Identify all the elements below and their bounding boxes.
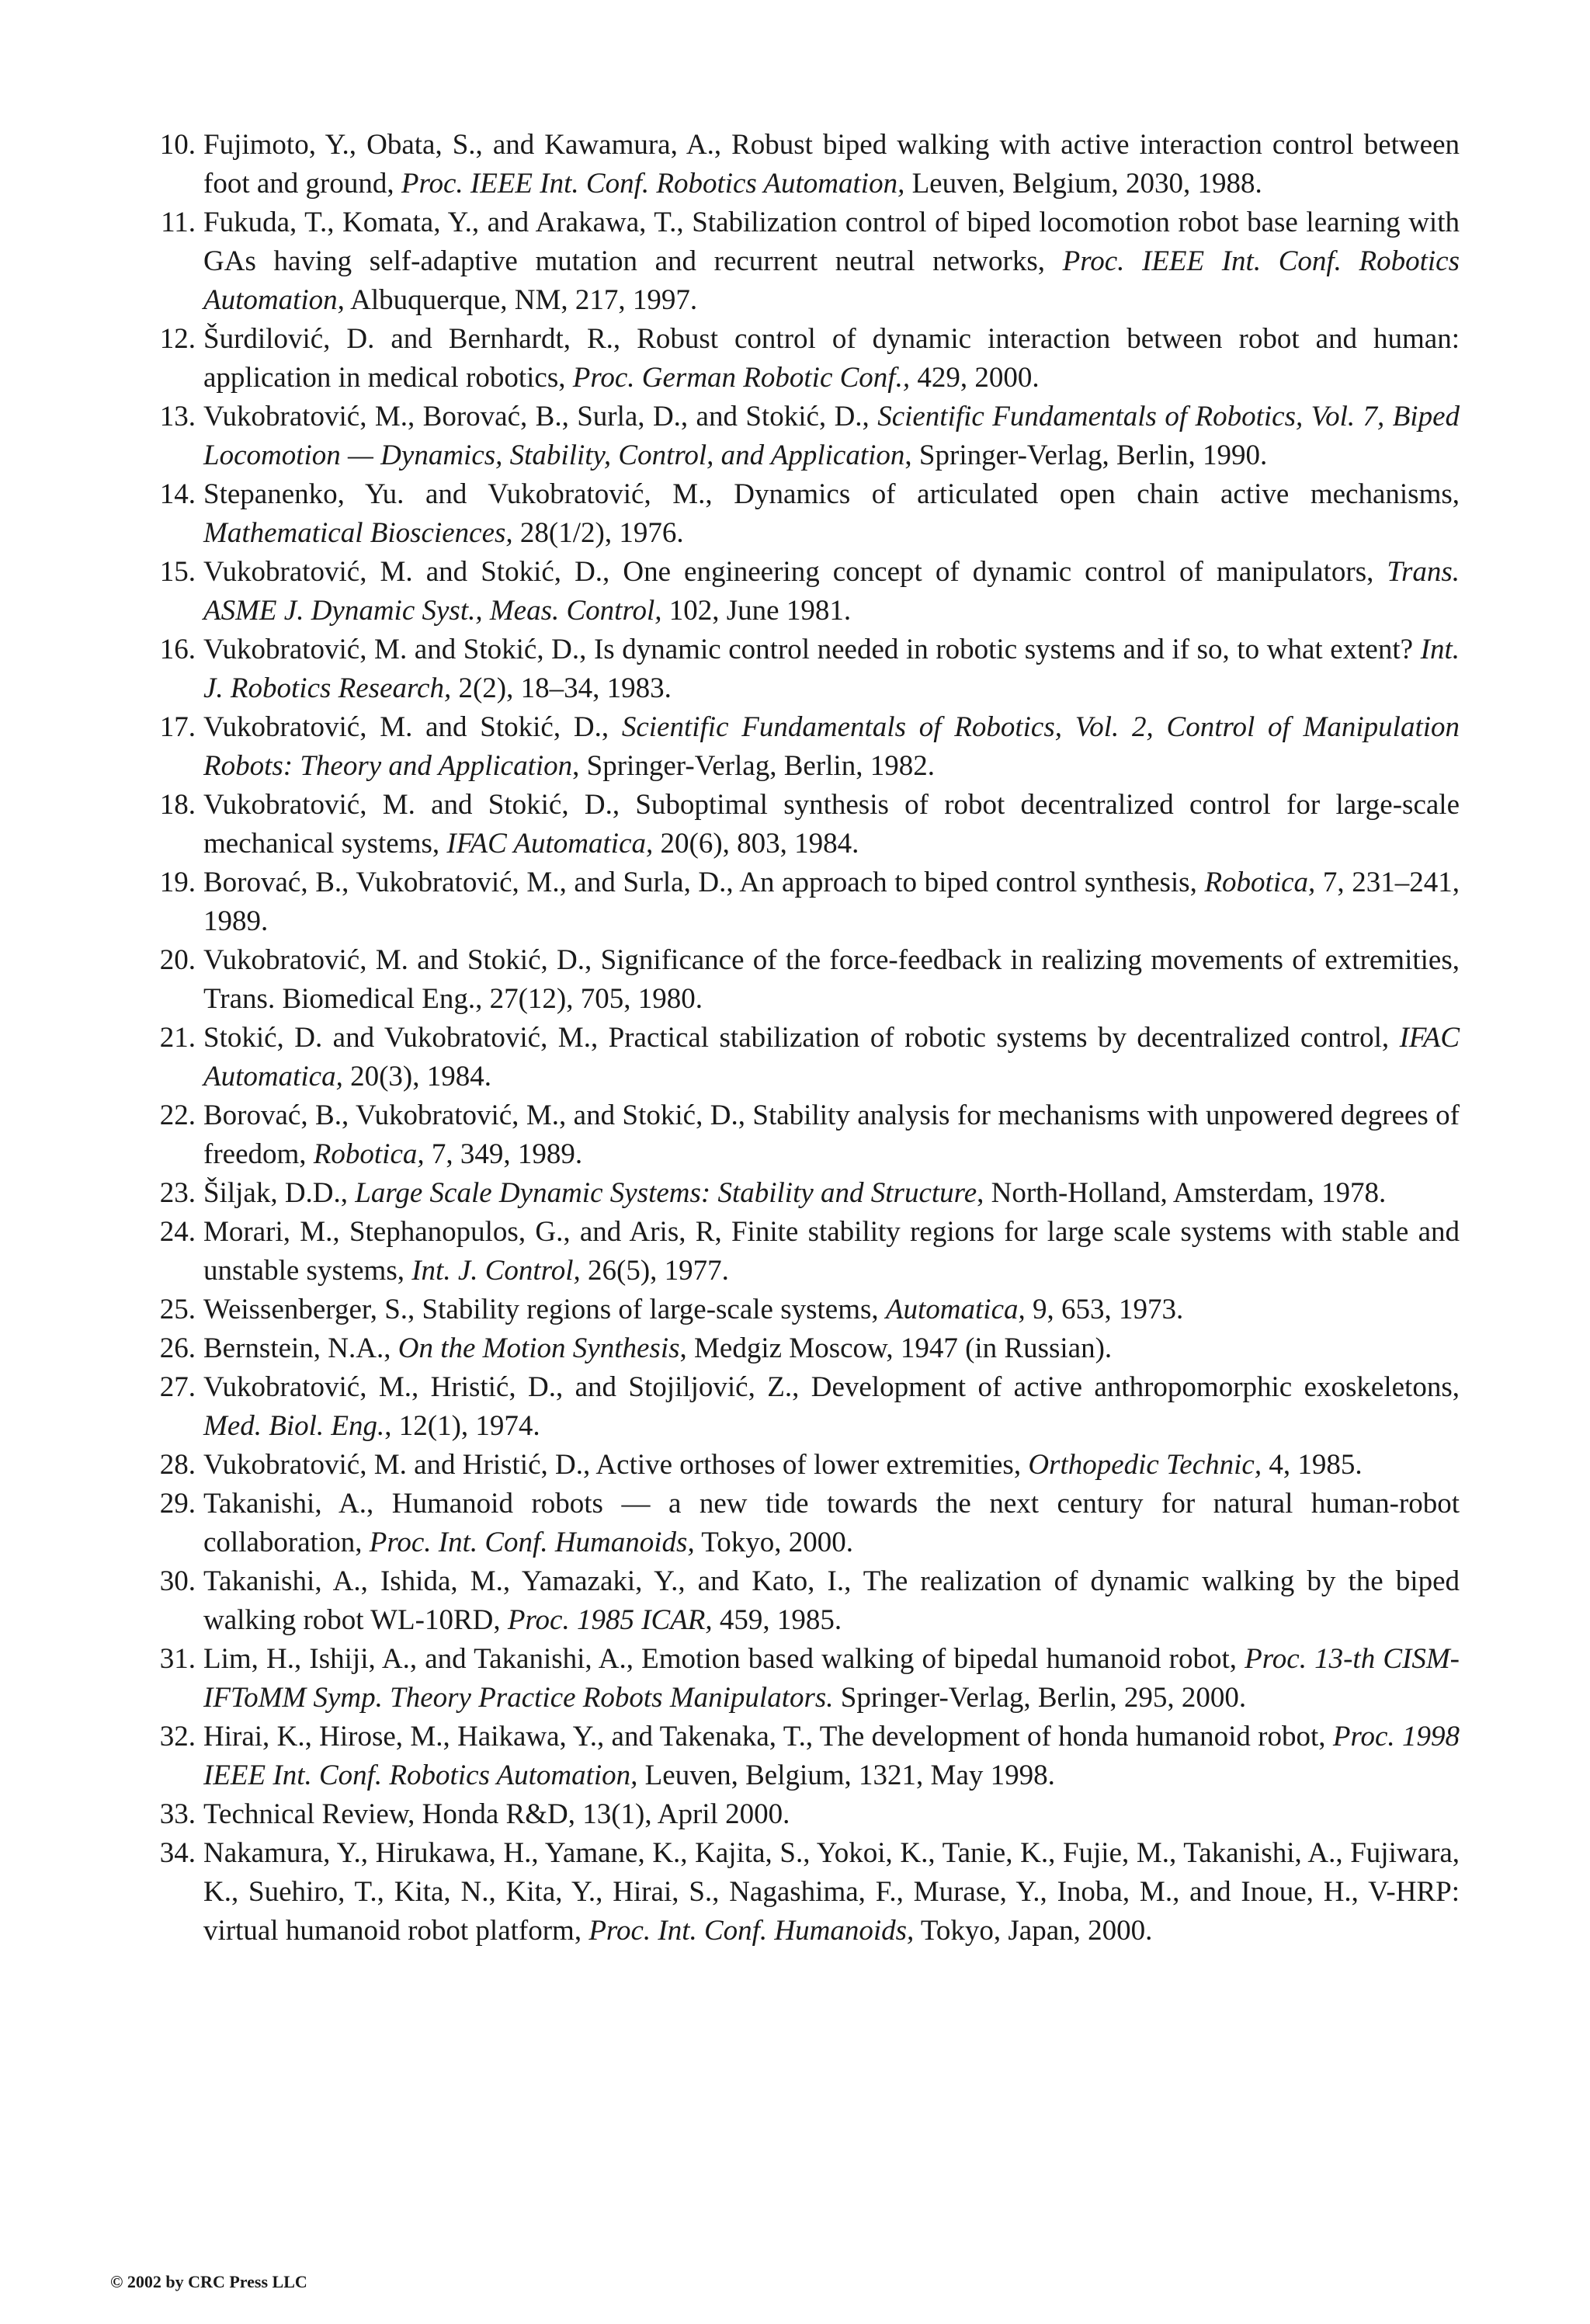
reference-text-segment: Lim, H., Ishiji, A., and Takanishi, A., Emotion based walking of bipedal humanoid robot, [203,1643,1245,1675]
reference-text [203,863,1460,941]
reference-source-italic: Med. Biol. Eng. [203,1410,385,1442]
reference-text-segment: 20(6), 803, 1984. [653,828,859,860]
reference-text [203,631,1460,708]
reference-number: 29. [159,1488,196,1520]
reference-text [203,1485,1460,1562]
reference-text [203,1446,1460,1485]
reference-text [203,708,1460,786]
reference-text-segment: , North-Holland, Amsterdam, 1978. [977,1177,1387,1209]
reference-source-italic: Robotica, [313,1138,425,1170]
reference-text-segment: Tokyo, 2000. [694,1527,854,1558]
reference-number: 14. [159,478,196,510]
reference-item [140,941,1460,1019]
reference-text-segment: 459, 1985. [712,1604,842,1636]
reference-item [140,1485,1460,1562]
reference-source-italic: Orthopedic Technic, [1028,1449,1262,1481]
reference-text [203,320,1460,398]
reference-source-italic: Proc. German Robotic Conf., [572,362,911,394]
reference-item [140,786,1460,863]
reference-number: 16. [159,634,196,665]
reference-text-segment: Bernstein, N.A., [203,1332,398,1364]
reference-number: 19. [159,867,196,898]
reference-item [140,1640,1460,1718]
reference-item [140,863,1460,941]
reference-text-segment: , 12(1), 1974. [384,1410,540,1442]
reference-text-segment: Albuquerque, NM, 217, 1997. [344,284,698,316]
reference-text-segment: 7, 349, 1989. [424,1138,583,1170]
reference-number: 12. [159,323,196,355]
reference-text-segment: 26(5), 1977. [580,1255,729,1287]
reference-source-italic: Int. J. Control, [411,1255,581,1287]
reference-item [140,320,1460,398]
reference-text [203,398,1460,475]
reference-source-italic: Automatica, [885,1294,1026,1325]
reference-item [140,1096,1460,1174]
reference-text-segment: Vukobratović, M., Borovać, B., Surla, D., and Stokić, D., [203,401,878,432]
reference-text [203,1096,1460,1174]
reference-source-italic: Robotica, [1204,867,1316,898]
reference-text-segment: 429, 2000. [910,362,1040,394]
reference-item [140,1019,1460,1096]
reference-text-segment: Šurdilović, D. and Bernhardt, R., Robust control of dynamic interaction between robot and human: application in medical robotics, [203,323,1460,394]
reference-text-segment: Leuven, Belgium, 2030, 1988. [904,168,1262,200]
reference-item [140,1329,1460,1368]
reference-text-segment: Vukobratović, M. and Stokić, D., One engineering concept of dynamic control of manipulators, [203,556,1387,588]
reference-number: 34. [159,1837,196,1869]
reference-text-segment: Weissenberger, S., Stability regions of large-scale systems, [203,1294,886,1325]
reference-source-italic: Trans. ASME J. Dynamic Syst., Meas. Control, [203,556,1460,627]
reference-item [140,1368,1460,1446]
reference-source-italic: Scientific Fundamentals of Robotics, Vol. 7, Biped Locomotion — Dynamics, Stability, Control, and Application [203,401,1460,471]
reference-source-italic: Proc. 1998 IEEE Int. Conf. Robotics Automation, [203,1721,1460,1791]
reference-item [140,475,1460,553]
reference-item [140,708,1460,786]
reference-number: 10. [159,129,196,161]
reference-text [203,1718,1460,1795]
reference-text [203,1562,1460,1640]
reference-item [140,1795,1460,1834]
reference-text-segment: Vukobratović, M. and Stokić, D., [203,711,622,743]
reference-item [140,1446,1460,1485]
reference-text [203,1640,1460,1718]
reference-number: 26. [159,1332,196,1364]
reference-text [203,203,1460,320]
reference-text [203,1291,1460,1329]
reference-number: 25. [159,1294,196,1325]
reference-number: 33. [159,1798,196,1830]
reference-text-segment: Technical Review, Honda R&D, 13(1), April 2000. [203,1798,790,1830]
reference-number: 30. [159,1565,196,1597]
reference-text [203,1019,1460,1096]
reference-text [203,941,1460,1019]
reference-number: 32. [159,1721,196,1753]
reference-text-segment: Vukobratović, M. and Hristić, D., Active orthoses of lower extremities, [203,1449,1029,1481]
reference-item [140,1718,1460,1795]
reference-text-segment: Takanishi, A., Ishida, M., Yamazaki, Y., and Kato, I., The realization of dynamic walking by the biped walking robot WL-10RD, [203,1565,1460,1636]
reference-text [203,786,1460,863]
reference-source-italic: Proc. IEEE Int. Conf. Robotics Automation, [203,245,1460,316]
reference-text-segment: 9, 653, 1973. [1025,1294,1184,1325]
reference-number: 17. [159,711,196,743]
reference-text-segment: 102, June 1981. [661,595,852,627]
reference-text-segment: Borovać, B., Vukobratović, M., and Surla, D., An approach to biped control synthesis, [203,867,1205,898]
reference-number: 11. [161,207,196,238]
reference-source-italic: Proc. Int. Conf. Humanoids, [588,1915,915,1947]
reference-item [140,1174,1460,1213]
reference-text [203,1834,1460,1951]
reference-source-italic: Int. J. Robotics Research, [203,634,1460,704]
reference-text [203,553,1460,631]
reference-item [140,631,1460,708]
reference-list [140,126,1460,1951]
reference-number: 21. [159,1022,196,1054]
reference-text-segment: Leuven, Belgium, 1321, May 1998. [637,1760,1055,1791]
reference-source-italic: Large Scale Dynamic Systems: Stability and Structure [355,1177,977,1209]
reference-text-segment: Nakamura, Y., Hirukawa, H., Yamane, K., Kajita, S., Yokoi, K., Tanie, K., Fujie, M., Takanishi, A., Fujiwara, K., Suehiro, T., Kita, N., Kita, Y., Hirai, S., Nagashima, F., Murase, Y., Inoba, M., and Inoue, H., V-HRP: virtual humanoid robot platform, [203,1837,1460,1947]
copyright-footer: © 2002 by CRC Press LLC [110,2272,307,2291]
reference-text-segment: , Springer-Verlag, Berlin, 1990. [904,439,1268,471]
reference-item [140,126,1460,203]
reference-text [203,1174,1460,1213]
reference-text-segment: 28(1/2), 1976. [512,517,684,549]
reference-text-segment: Vukobratović, M. and Stokić, D., Is dynamic control needed in robotic systems and if so, to what extent? [203,634,1421,665]
reference-source-italic: Proc. 13-th CISM-IFToMM Symp. Theory Practice Robots Manipulators. [203,1643,1460,1714]
reference-number: 22. [159,1099,196,1131]
reference-text-segment: Fujimoto, Y., Obata, S., and Kawamura, A., Robust biped walking with active interaction control between foot and ground, [203,129,1460,200]
reference-text-segment: , Medgiz Moscow, 1947 (in Russian). [679,1332,1113,1364]
reference-item [140,1291,1460,1329]
reference-number: 24. [159,1216,196,1248]
reference-number: 27. [159,1371,196,1403]
reference-source-italic: Proc. IEEE Int. Conf. Robotics Automation, [401,168,905,200]
reference-text-segment: Tokyo, Japan, 2000. [914,1915,1153,1947]
reference-text-segment: Fukuda, T., Komata, Y., and Arakawa, T., Stabilization control of biped locomotion robot base learning with GAs having self-adaptive mutation and recurrent neutral networks, [203,207,1460,277]
reference-item [140,1213,1460,1291]
reference-item [140,553,1460,631]
reference-text [203,1368,1460,1446]
reference-source-italic: IFAC Automatica, [203,1022,1460,1093]
reference-item [140,1562,1460,1640]
reference-text [203,1329,1460,1368]
reference-text-segment: Stokić, D. and Vukobratović, M., Practical stabilization of robotic systems by decentralized control, [203,1022,1400,1054]
reference-source-italic: Mathematical Biosciences, [203,517,513,549]
reference-number: 23. [159,1177,196,1209]
reference-text-segment: Springer-Verlag, Berlin, 295, 2000. [833,1682,1247,1714]
reference-number: 13. [159,401,196,432]
reference-text-segment: Morari, M., Stephanopulos, G., and Aris, R, Finite stability regions for large scale systems with stable and unstable systems, [203,1216,1460,1287]
reference-number: 18. [159,789,196,821]
reference-text-segment: Takanishi, A., Humanoid robots — a new tide towards the next century for natural human-robot collaboration, [203,1488,1460,1558]
reference-text-segment: Šiljak, D.D., [203,1177,356,1209]
reference-text [203,1795,1460,1834]
reference-text-segment: Hirai, K., Hirose, M., Haikawa, Y., and Takenaka, T., The development of honda humanoid robot, [203,1721,1333,1753]
reference-source-italic: Proc. Int. Conf. Humanoids, [369,1527,695,1558]
reference-number: 15. [159,556,196,588]
reference-number: 31. [159,1643,196,1675]
reference-text-segment: Vukobratović, M. and Stokić, D., Suboptimal synthesis of robot decentralized control for large-scale mechanical systems, [203,789,1460,860]
reference-item [140,203,1460,320]
reference-item [140,398,1460,475]
reference-text [203,475,1460,553]
reference-text-segment: 7, 231–241, 1989. [203,867,1460,937]
reference-text-segment: Stepanenko, Yu. and Vukobratović, M., Dynamics of articulated open chain active mechanisms, [203,478,1460,510]
reference-text-segment: Vukobratović, M., Hristić, D., and Stojiljović, Z., Development of active anthropomorphic exoskeletons, [203,1371,1460,1403]
reference-text-segment: 20(3), 1984. [342,1061,491,1093]
reference-text [203,1213,1460,1291]
reference-text [203,126,1460,203]
reference-number: 20. [159,944,196,976]
reference-source-italic: On the Motion Synthesis [398,1332,680,1364]
reference-text-segment: 2(2), 18–34, 1983. [451,672,672,704]
reference-item [140,1834,1460,1951]
reference-text-segment: Borovać, B., Vukobratović, M., and Stokić, D., Stability analysis for mechanisms with unpowered degrees of freedom, [203,1099,1460,1170]
reference-source-italic: Scientific Fundamentals of Robotics, Vol. 2, Control of Manipulation Robots: Theory and Application [203,711,1460,782]
reference-number: 28. [159,1449,196,1481]
reference-text-segment: 4, 1985. [1262,1449,1363,1481]
reference-text-segment: Vukobratović, M. and Stokić, D., Significance of the force-feedback in realizing movements of extremities, Trans. Biomedical Eng., 27(12), 705, 1980. [203,944,1460,1015]
reference-source-italic: IFAC Automatica, [446,828,654,860]
reference-text-segment: , Springer-Verlag, Berlin, 1982. [572,750,935,782]
reference-source-italic: Proc. 1985 ICAR, [507,1604,713,1636]
